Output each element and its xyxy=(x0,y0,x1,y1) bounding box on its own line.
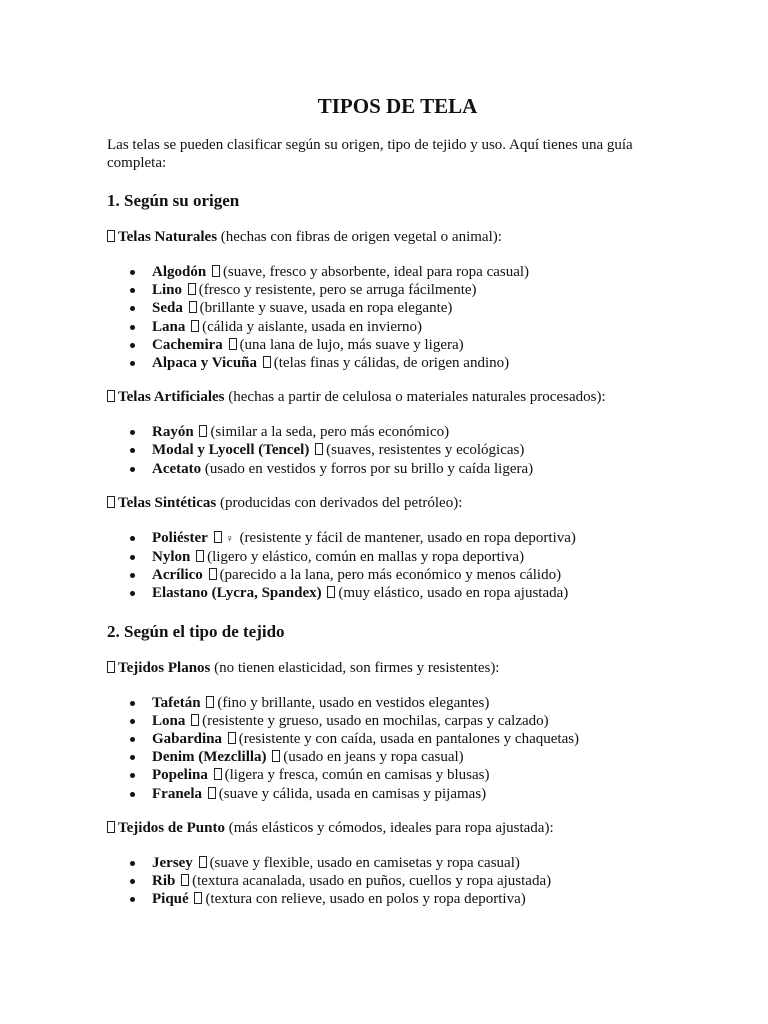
emoji-placeholder-icon xyxy=(181,874,189,886)
fabric-description: (muy elástico, usado en ropa ajustada) xyxy=(338,585,569,602)
list-item xyxy=(152,299,668,317)
list-item xyxy=(152,785,668,803)
emoji-placeholder-icon xyxy=(107,821,115,833)
emoji-placeholder-icon xyxy=(107,661,115,673)
list-item xyxy=(152,281,668,299)
category-naturales xyxy=(107,228,668,246)
emoji-placeholder-icon xyxy=(208,787,216,799)
list-item xyxy=(152,712,668,730)
emoji-placeholder-icon xyxy=(107,496,115,508)
emoji-placeholder-icon xyxy=(199,425,207,437)
list-item xyxy=(152,748,668,766)
fabric-name: Jersey xyxy=(152,854,193,871)
intro-paragraph: Las telas se pueden clasificar según su origen, tipo de tejido y uso. Aquí tienes una guía completa: xyxy=(107,137,633,171)
fabric-name: Algodón xyxy=(152,264,207,280)
list-item xyxy=(152,890,668,908)
fabric-description: (ligera y fresca, común en camisas y blusas) xyxy=(224,767,490,784)
list-item xyxy=(152,548,668,566)
list-item xyxy=(152,730,668,748)
emoji-placeholder-icon xyxy=(206,696,214,708)
fabric-description: (telas finas y cálidas, de origen andino) xyxy=(273,355,510,372)
category-label: Tejidos Planos xyxy=(118,659,211,676)
category-label: Telas Sintéticas xyxy=(118,494,217,511)
category-label: Telas Artificiales xyxy=(118,389,225,406)
section-heading-origen: 1. Según su origen xyxy=(107,191,240,210)
emoji-placeholder-icon xyxy=(228,732,236,744)
fabric-description: (brillante y suave, usada en ropa elegante) xyxy=(199,300,453,317)
emoji-placeholder-icon xyxy=(189,301,197,313)
fabric-description: (parecido a la lana, pero más económico y menos cálido) xyxy=(219,567,562,584)
category-description: (no tienen elasticidad, son firmes y resistentes): xyxy=(214,659,500,676)
fabric-name: Modal y Lyocell (Tencel) xyxy=(152,442,310,459)
category-description: (más elásticos y cómodos, ideales para ropa ajustada): xyxy=(228,819,554,836)
fabric-description: (usado en jeans y ropa casual) xyxy=(283,749,464,766)
emoji-placeholder-icon xyxy=(107,230,115,242)
fabric-description: (similar a la seda, pero más económico) xyxy=(210,424,450,441)
list-naturales xyxy=(107,263,668,372)
list-item xyxy=(152,566,668,584)
list-item xyxy=(152,263,668,281)
list-item xyxy=(152,423,668,441)
fabric-name: Lino xyxy=(152,282,183,299)
emoji-placeholder-icon xyxy=(194,892,202,904)
category-artificiales xyxy=(107,388,668,406)
emoji-placeholder-icon xyxy=(214,531,222,543)
fabric-name: Acrílico xyxy=(152,567,203,584)
emoji-placeholder-icon xyxy=(107,390,115,402)
female-sign-icon: ♀ xyxy=(225,532,234,545)
fabric-name: Tafetán xyxy=(152,694,201,711)
category-punto xyxy=(107,819,668,837)
emoji-placeholder-icon xyxy=(263,356,271,368)
emoji-placeholder-icon xyxy=(188,283,196,295)
list-item xyxy=(152,336,668,354)
section-heading-tejido: 2. Según el tipo de tejido xyxy=(107,621,285,641)
emoji-placeholder-icon xyxy=(191,714,199,726)
fabric-description: (ligero y elástico, común en mallas y ropa deportiva) xyxy=(207,549,525,566)
fabric-description: (cálida y aislante, usada en invierno) xyxy=(202,318,423,335)
fabric-name: Poliéster xyxy=(152,529,208,546)
fabric-description: (suave y flexible, usado en camisetas y ropa casual) xyxy=(209,854,520,871)
emoji-placeholder-icon xyxy=(214,768,222,780)
list-item xyxy=(152,584,668,602)
list-item xyxy=(152,354,668,372)
fabric-description: (fino y brillante, usado en vestidos elegantes) xyxy=(217,694,490,711)
list-sinteticas xyxy=(107,529,668,603)
fabric-name: Rib xyxy=(152,873,176,890)
fabric-description: (suave y cálida, usada en camisas y pijamas) xyxy=(218,785,487,802)
list-item xyxy=(152,854,668,872)
fabric-description: (usado en vestidos y forros por su brillo y caída ligera) xyxy=(204,460,534,477)
fabric-name: Denim (Mezclilla) xyxy=(152,749,267,766)
emoji-placeholder-icon xyxy=(191,320,199,332)
fabric-name: Acetato xyxy=(152,460,202,477)
category-label: Telas Naturales xyxy=(118,229,218,245)
fabric-description: (una lana de lujo, más suave y ligera) xyxy=(239,336,464,353)
category-sinteticas xyxy=(107,494,668,512)
fabric-description: (fresco y resistente, pero se arruga fácilmente) xyxy=(198,282,477,299)
list-artificiales xyxy=(107,423,668,478)
fabric-name: Elastano (Lycra, Spandex) xyxy=(152,585,322,602)
category-label: Tejidos de Punto xyxy=(118,819,225,836)
fabric-name: Alpaca y Vicuña xyxy=(152,355,258,372)
emoji-placeholder-icon xyxy=(209,568,217,580)
fabric-name: Piqué xyxy=(152,891,189,908)
list-item xyxy=(152,318,668,336)
emoji-placeholder-icon xyxy=(327,586,335,598)
fabric-description: (resistente y con caída, usada en pantalones y chaquetas) xyxy=(238,731,580,748)
fabric-description: (textura acanalada, usado en puños, cuellos y ropa ajustada) xyxy=(192,873,552,890)
fabric-name: Popelina xyxy=(152,767,208,784)
fabric-name: Gabardina xyxy=(152,731,223,748)
fabric-name: Franela xyxy=(152,785,202,802)
list-punto xyxy=(107,854,668,909)
emoji-placeholder-icon xyxy=(196,550,204,562)
category-description: (hechas a partir de celulosa o materiales naturales procesados): xyxy=(228,389,606,406)
emoji-placeholder-icon xyxy=(229,338,237,350)
list-item xyxy=(152,766,668,784)
fabric-name: Lona xyxy=(152,712,186,729)
fabric-name: Nylon xyxy=(152,549,191,566)
emoji-placeholder-icon xyxy=(199,856,207,868)
fabric-name: Lana xyxy=(152,318,186,335)
fabric-description: (resistente y grueso, usado en mochilas, carpas y calzado) xyxy=(202,712,549,729)
category-planos xyxy=(107,659,668,677)
fabric-name: Rayón xyxy=(152,424,194,441)
fabric-name: Seda xyxy=(152,300,183,317)
page-title: TIPOS DE TELA xyxy=(317,94,478,118)
fabric-name: Cachemira xyxy=(152,336,223,353)
fabric-description: (resistente y fácil de mantener, usado en ropa deportiva) xyxy=(239,529,576,546)
list-item xyxy=(152,529,668,548)
fabric-description: (textura con relieve, usado en polos y ropa deportiva) xyxy=(205,891,526,908)
emoji-placeholder-icon xyxy=(212,265,220,277)
category-description: (producidas con derivados del petróleo): xyxy=(219,494,463,511)
fabric-description: (suave, fresco y absorbente, ideal para ropa casual) xyxy=(222,264,530,280)
list-item xyxy=(152,460,668,478)
list-item xyxy=(152,694,668,712)
category-description: (hechas con fibras de origen vegetal o animal): xyxy=(220,229,502,245)
emoji-placeholder-icon xyxy=(315,443,323,455)
fabric-description: (suaves, resistentes y ecológicas) xyxy=(326,442,525,459)
list-item xyxy=(152,441,668,459)
list-planos xyxy=(107,694,668,803)
emoji-placeholder-icon xyxy=(272,750,280,762)
list-item xyxy=(152,872,668,890)
